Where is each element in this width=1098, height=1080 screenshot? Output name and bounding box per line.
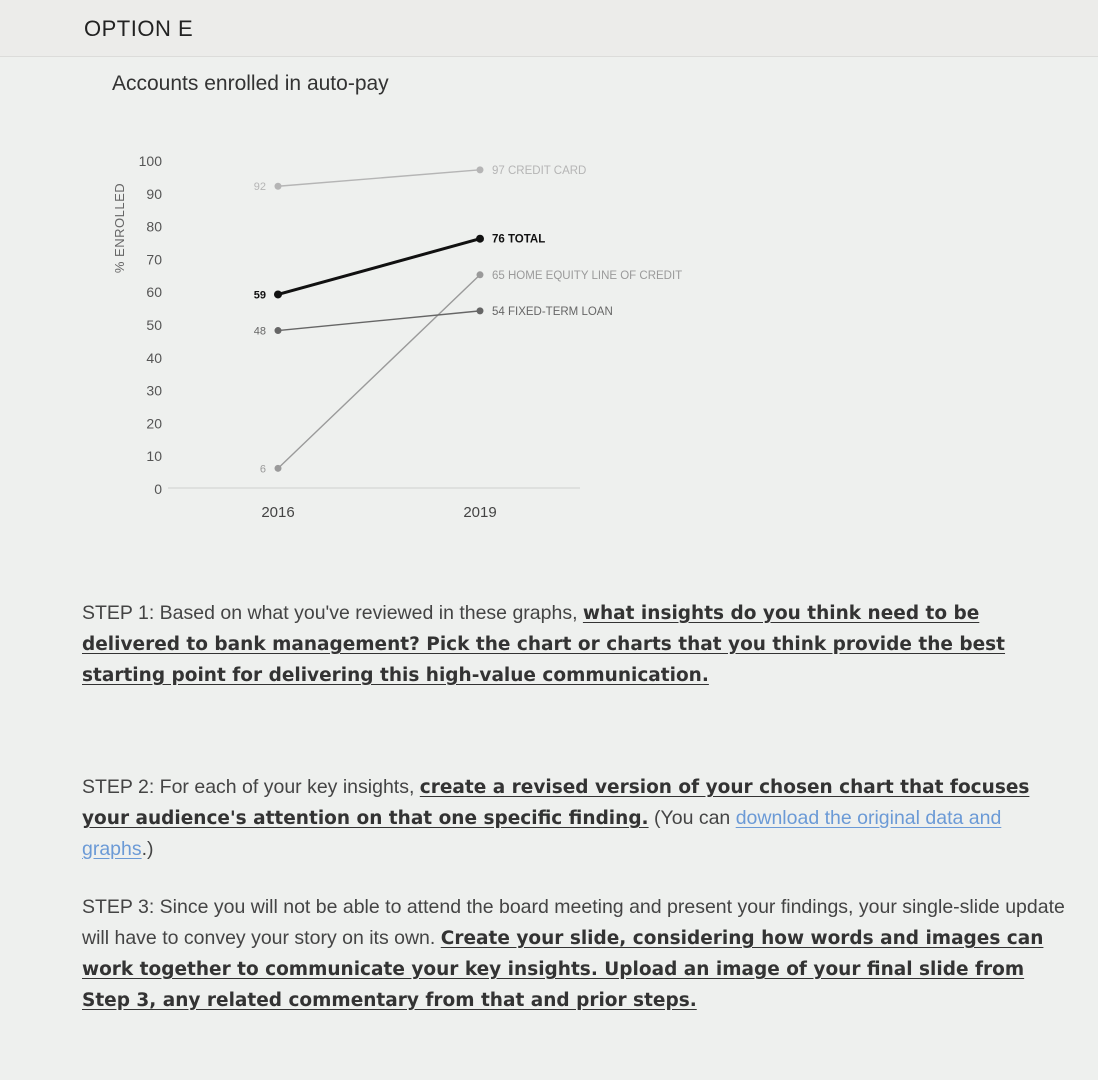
end-label-fixed-term-loan: 54 FIXED-TERM LOAN [492, 305, 613, 318]
y-tick-label: 70 [146, 251, 162, 268]
data-point-2019-home-equity-line-of-credit [477, 271, 484, 278]
end-label-credit-card: 97 CREDIT CARD [492, 164, 587, 177]
step-2-intro: STEP 2: For each of your key insights, [82, 776, 420, 798]
step-3-intro: STEP 3: Since you will not be able to attend the board meeting and present your findings, your single-slide update will have to convey your story on its own. [82, 896, 1065, 949]
start-label-credit-card: 92 [253, 181, 266, 194]
y-tick-label: 50 [146, 317, 162, 333]
end-label-home-equity-line-of-credit: 65 HOME EQUITY LINE OF CREDIT [492, 269, 683, 282]
data-point-2016-credit-card [275, 183, 282, 190]
data-point-2016-home-equity-line-of-credit [275, 465, 282, 472]
step-2-end: .) [141, 838, 154, 860]
series-line-credit-card [278, 170, 480, 186]
download-data-link[interactable]: download the original data and graphs [82, 807, 1002, 860]
series-line-fixed-term-loan [278, 311, 480, 331]
step-1-text [82, 598, 1072, 691]
step-3-instruction: Create your slide, considering how words and images can work together to communicate your key insights. Upload an image of your final slide from Step 3, any related commentary from that and prior steps. [82, 928, 1044, 1011]
y-tick-label: 80 [146, 218, 162, 235]
x-tick-label: 2016 [261, 504, 295, 521]
y-axis-label: % ENROLLED [112, 182, 127, 274]
y-tick-label: 100 [138, 153, 162, 169]
data-point-2016-total [274, 290, 282, 298]
step-1-question: what insights do you think need to be delivered to bank management? Pick the chart or charts that you think provide the best starting point for delivering this high-value communication. [82, 603, 1006, 686]
step-1-intro: STEP 1: Based on what you've reviewed in these graphs, [82, 602, 583, 624]
data-point-2016-fixed-term-loan [275, 327, 282, 334]
y-tick-label: 90 [146, 185, 162, 202]
chart-title: Accounts enrolled in auto-pay [112, 72, 389, 95]
step-2-text [82, 772, 1072, 865]
option-title: OPTION E [84, 16, 194, 41]
step-2-instruction: create a revised version of your chosen chart that focuses your audience's attention on that one specific finding. [82, 777, 1030, 829]
y-tick-label: 0 [154, 481, 162, 497]
series-line-home-equity-line-of-credit [278, 275, 480, 469]
start-label-home-equity-line-of-credit: 6 [259, 463, 266, 476]
x-tick-label: 2019 [463, 504, 497, 521]
series-line-total [278, 239, 480, 295]
y-tick-label: 20 [146, 415, 162, 432]
start-label-fixed-term-loan: 48 [253, 325, 266, 338]
y-tick-label: 10 [146, 448, 162, 465]
y-tick-label: 30 [146, 382, 162, 399]
step-3-text [82, 892, 1072, 1016]
data-point-2019-total [476, 235, 484, 243]
start-label-total: 59 [253, 289, 266, 302]
y-tick-label: 60 [146, 284, 162, 301]
y-tick-label: 40 [146, 349, 162, 366]
data-point-2019-credit-card [477, 166, 484, 173]
step-2-aside: (You can [648, 807, 736, 829]
data-point-2019-fixed-term-loan [477, 307, 484, 314]
end-label-total: 76 TOTAL [492, 233, 546, 246]
